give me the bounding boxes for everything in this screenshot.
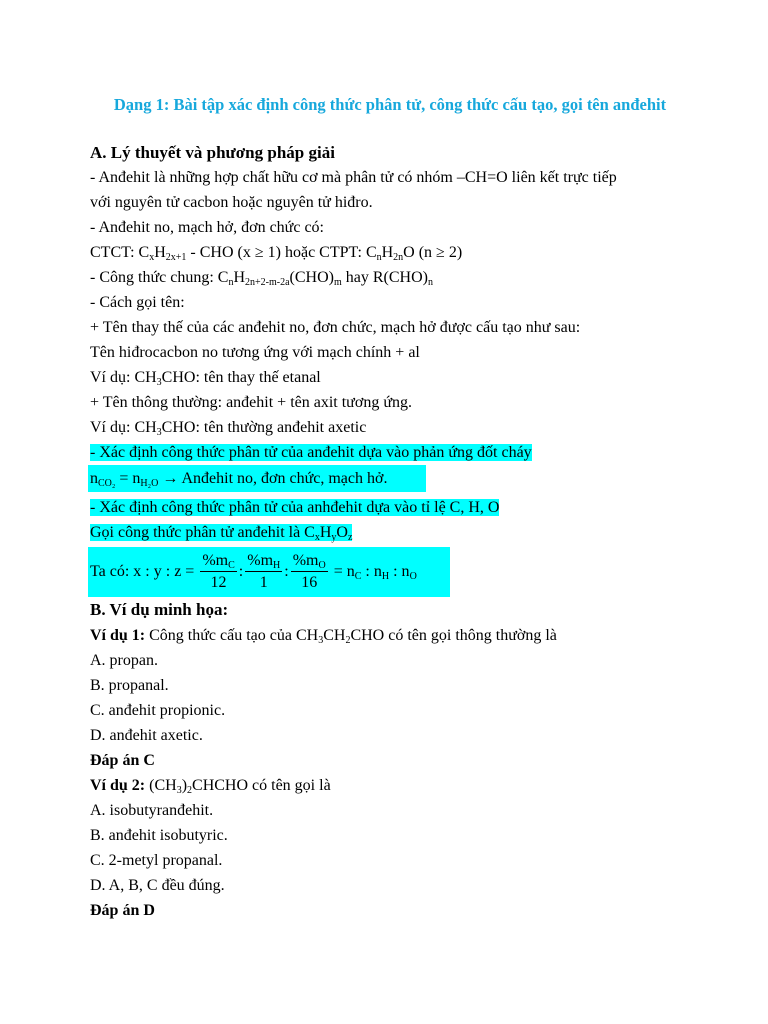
naming-line: - Cách gọi tên: xyxy=(90,294,185,311)
example-1-answer: Đáp án C xyxy=(90,752,155,769)
theory-line-2: với nguyên tử cacbon hoặc nguyên tử hiđro. xyxy=(90,194,373,211)
substitutive-name-line: + Tên thay thế của các anđehit no, đơn chức, mạch hở được cấu tạo như sau: xyxy=(90,319,581,336)
ratio-fraction-line: Ta có: x : y : z = $\frac{\%m_C}{12}$ : $\frac{\%m_H}{1}$ : $\frac{\%m_O}{16}$ = $n_C$ : $n_H$ : $n_O$ xyxy=(90,552,417,591)
naming-rule-line: Tên hiđrocacbon no tương ứng với mạch chính + al xyxy=(90,344,420,361)
page-title: Dạng 1: Bài tập xác định công thức phân tử, công thức cấu tạo, gọi tên anđehit xyxy=(113,95,667,114)
highlight-combustion-line: - Xác định công thức phân tử của anđehit dựa vào phản ứng đốt cháy xyxy=(90,444,532,461)
theory-line-3: - Anđehit no, mạch hở, đơn chức có: xyxy=(90,219,324,236)
example-2-option-b: B. anđehit isobutyric. xyxy=(90,827,228,844)
fraction-oxygen: $\frac{\%m_O}{16}$ xyxy=(292,552,326,591)
example-1-question: Ví dụ 1: Công thức cấu tạo của $CH_3CH_2CHO$ có tên gọi thông thường là xyxy=(90,627,557,646)
general-formula-line: - Công thức chung: $C_nH_{2n+2-m-2a}(CHO)_m$ hay $R(CHO)_n$ xyxy=(90,269,433,288)
formula-cxhyoz-line: Gọi công thức phân tử anđehit là $C_xH_yO_z$ xyxy=(90,524,353,543)
fraction-carbon: $\frac{\%m_C}{12}$ xyxy=(202,552,235,591)
highlight-ratio-method-line: - Xác định công thức phân tử của anhđehit dựa vào tỉ lệ C, H, O xyxy=(90,499,500,516)
example-2-answer: Đáp án D xyxy=(90,902,155,919)
example-2-question: Ví dụ 2: $(CH_3)_2CHCHO$ có tên gọi là xyxy=(90,777,331,796)
example-2-option-a: A. isobutyranđehit. xyxy=(90,802,214,819)
example-etanal-line: Ví dụ: $CH_3CHO$: tên thay thế etanal xyxy=(90,369,321,388)
fraction-hydrogen: $\frac{\%m_H}{1}$ xyxy=(247,552,281,591)
common-name-line: + Tên thông thường: anđehit + tên axit tương ứng. xyxy=(90,394,412,411)
example-1-option-b: B. propanal. xyxy=(90,677,169,694)
theory-line-1: - Anđehit là những hợp chất hữu cơ mà phân tử có nhóm –CH=O liên kết trực tiếp xyxy=(90,169,617,186)
example-1-option-a: A. propan. xyxy=(90,652,158,669)
example-axetic-line: Ví dụ: $CH_3CHO$: tên thường anđehit axetic xyxy=(90,419,367,438)
example-1-option-c: C. anđehit propionic. xyxy=(90,702,226,719)
section-b-heading: B. Ví dụ minh họa: xyxy=(90,600,229,619)
example-1-option-d: D. anđehit axetic. xyxy=(90,727,203,744)
example-2-option-c: C. 2-metyl propanal. xyxy=(90,852,223,869)
example-2-option-d: D. A, B, C đều đúng. xyxy=(90,877,225,894)
mole-ratio-line: $n_{CO_2} = n_{H_2O}$ → Anđehit no, đơn chức, mạch hở. xyxy=(90,470,388,489)
formula-ctct-line: CTCT: $C_xH_{2x+1}$ - CHO (x ≥ 1) hoặc CTPT: $C_nH_{2n}O$ (n ≥ 2) xyxy=(90,244,463,263)
section-a-heading: A. Lý thuyết và phương pháp giải xyxy=(90,143,335,162)
